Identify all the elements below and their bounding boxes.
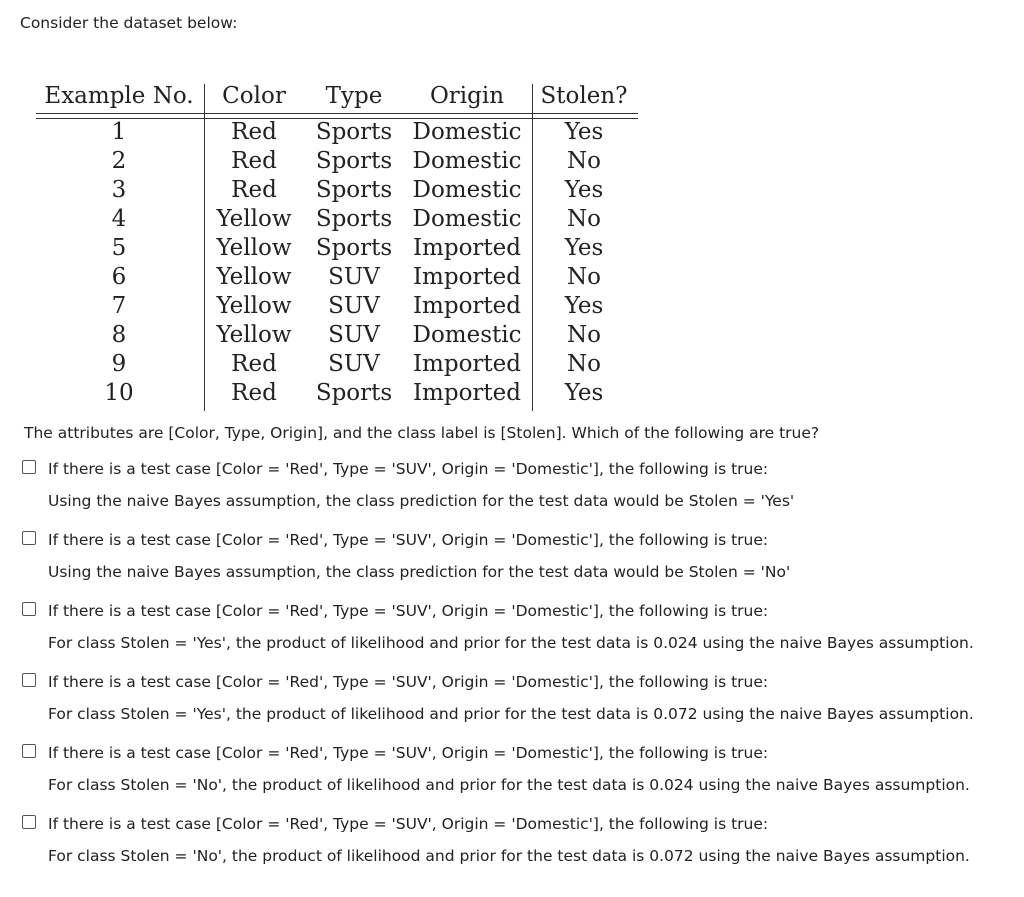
cell-type: Sports (315, 119, 393, 145)
cell-type: Sports (315, 235, 393, 261)
cell-origin: Domestic (412, 322, 522, 348)
table-row (44, 176, 640, 205)
option-6-line1: If there is a test case [Color = 'Red', Type = 'SUV', Origin = 'Domestic'], the following is true: (48, 815, 769, 833)
cell-color: Yellow (216, 206, 292, 232)
option-1-line2: Using the naive Bayes assumption, the class prediction for the test data would be Stolen = 'Yes' (48, 492, 795, 510)
cell-stolen: Yes (564, 380, 604, 406)
option-1-checkbox[interactable] (22, 460, 36, 474)
cell-type: SUV (328, 264, 380, 290)
cell-stolen: No (567, 351, 601, 377)
cell-example-no: 10 (104, 380, 134, 406)
table-row (44, 205, 640, 234)
header-stolen: Stolen? (540, 83, 628, 109)
table-row (44, 292, 640, 321)
cell-origin: Imported (412, 380, 522, 406)
cell-stolen: No (567, 206, 601, 232)
cell-color: Red (231, 351, 277, 377)
cell-example-no: 9 (111, 351, 127, 377)
cell-type: SUV (328, 322, 380, 348)
cell-color: Red (231, 148, 277, 174)
cell-origin: Imported (412, 235, 522, 261)
cell-color: Yellow (216, 264, 292, 290)
cell-origin: Imported (412, 293, 522, 319)
option-2-line2: Using the naive Bayes assumption, the class prediction for the test data would be Stolen = 'No' (48, 563, 791, 581)
cell-origin: Imported (412, 264, 522, 290)
table-row (44, 234, 640, 263)
header-origin: Origin (429, 83, 505, 109)
cell-color: Yellow (216, 293, 292, 319)
table-row (44, 379, 640, 408)
cell-example-no: 8 (111, 322, 127, 348)
table-row (44, 118, 640, 147)
option-5-checkbox[interactable] (22, 744, 36, 758)
option-1-line1: If there is a test case [Color = 'Red', Type = 'SUV', Origin = 'Domestic'], the following is true: (48, 460, 769, 478)
cell-stolen: Yes (564, 177, 604, 203)
header-type: Type (325, 83, 383, 109)
cell-type: Sports (315, 177, 393, 203)
cell-stolen: No (567, 148, 601, 174)
option-4-line2: For class Stolen = 'Yes', the product of likelihood and prior for the test data is 0.072 using the naive Bayes assumption. (48, 705, 974, 723)
cell-color: Red (231, 177, 277, 203)
header-example-no: Example No. (44, 83, 194, 109)
option-6-checkbox[interactable] (22, 815, 36, 829)
option-3-line1: If there is a test case [Color = 'Red', Type = 'SUV', Origin = 'Domestic'], the following is true: (48, 602, 769, 620)
cell-stolen: No (567, 264, 601, 290)
cell-stolen: Yes (564, 235, 604, 261)
cell-color: Yellow (216, 322, 292, 348)
option-5-line1: If there is a test case [Color = 'Red', Type = 'SUV', Origin = 'Domestic'], the following is true: (48, 744, 769, 762)
cell-type: Sports (315, 380, 393, 406)
cell-type: SUV (328, 351, 380, 377)
cell-origin: Domestic (412, 206, 522, 232)
table-row (44, 350, 640, 379)
cell-example-no: 2 (111, 148, 127, 174)
cell-type: Sports (315, 206, 393, 232)
cell-origin: Domestic (412, 177, 522, 203)
table-row (44, 321, 640, 350)
option-6-line2: For class Stolen = 'No', the product of likelihood and prior for the test data is 0.072 using the naive Bayes assumption. (48, 847, 970, 865)
option-3-checkbox[interactable] (22, 602, 36, 616)
cell-example-no: 1 (111, 119, 127, 145)
cell-color: Yellow (216, 235, 292, 261)
cell-example-no: 7 (111, 293, 127, 319)
cell-origin: Domestic (412, 119, 522, 145)
table-row (44, 263, 640, 292)
cell-example-no: 4 (111, 206, 127, 232)
cell-type: Sports (315, 148, 393, 174)
cell-stolen: No (567, 322, 601, 348)
cell-stolen: Yes (564, 119, 604, 145)
cell-origin: Domestic (412, 148, 522, 174)
option-2-line1: If there is a test case [Color = 'Red', Type = 'SUV', Origin = 'Domestic'], the following is true: (48, 531, 769, 549)
option-4-line1: If there is a test case [Color = 'Red', Type = 'SUV', Origin = 'Domestic'], the following is true: (48, 673, 769, 691)
cell-stolen: Yes (564, 293, 604, 319)
cell-example-no: 6 (111, 264, 127, 290)
cell-origin: Imported (412, 351, 522, 377)
option-2-checkbox[interactable] (22, 531, 36, 545)
cell-example-no: 3 (111, 177, 127, 203)
table-row (44, 147, 640, 176)
cell-example-no: 5 (111, 235, 127, 261)
cell-type: SUV (328, 293, 380, 319)
dataset-table (44, 82, 640, 408)
cell-color: Red (231, 119, 277, 145)
option-5-line2: For class Stolen = 'No', the product of likelihood and prior for the test data is 0.024 using the naive Bayes assumption. (48, 776, 970, 794)
intro-text: Consider the dataset below: (20, 14, 238, 32)
option-3-line2: For class Stolen = 'Yes', the product of likelihood and prior for the test data is 0.024 using the naive Bayes assumption. (48, 634, 974, 652)
cell-color: Red (231, 380, 277, 406)
option-4-checkbox[interactable] (22, 673, 36, 687)
question-text: The attributes are [Color, Type, Origin], and the class label is [Stolen]. Which of the following are true? (24, 424, 820, 442)
table-header (44, 82, 640, 113)
header-color: Color (222, 83, 286, 109)
